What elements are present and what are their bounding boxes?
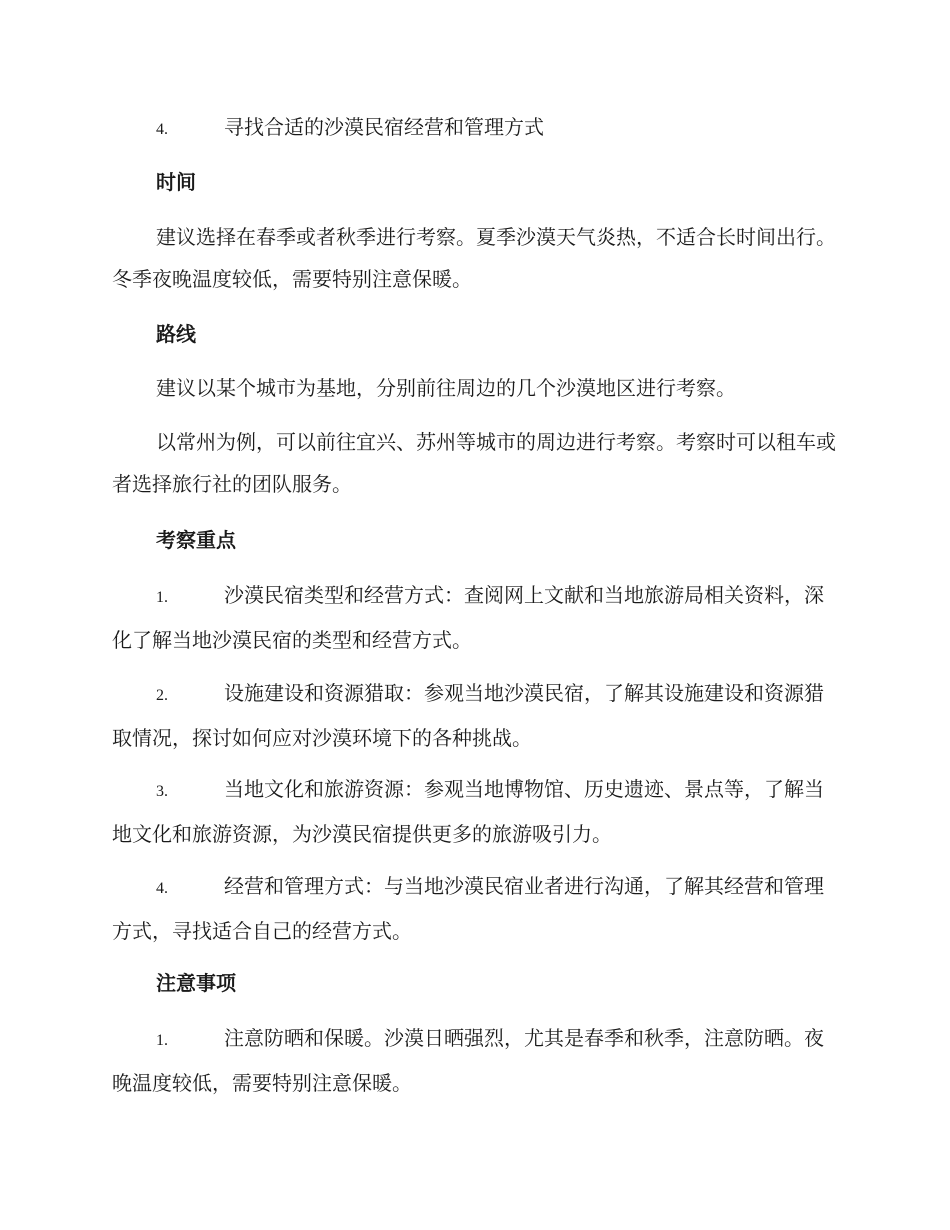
- heading-focus: 考察重点: [156, 528, 236, 552]
- paragraph-route-1: 建议以某个城市为基地，分别前往周边的几个沙漠地区进行考察。: [156, 376, 736, 400]
- list-number: 1.: [156, 589, 168, 606]
- list-item-text: 经营和管理方式：与当地沙漠民宿业者进行沟通，了解其经营和管理方式，寻找适合自己的经营方式。: [112, 874, 824, 943]
- list-number: 3.: [156, 783, 168, 800]
- list-item-text: 注意防晒和保暖。沙漠日晒强烈，尤其是春季和秋季，注意防晒。夜晚温度较低，需要特别注意保暖。: [112, 1026, 824, 1095]
- focus-item-3: [112, 768, 837, 855]
- focus-item-1: [112, 574, 837, 661]
- list-item-text: 沙漠民宿类型和经营方式：查阅网上文献和当地旅游局相关资料，深化了解当地沙漠民宿的类型和经营方式。: [112, 583, 824, 652]
- list-number: 4.: [156, 880, 168, 897]
- focus-item-4: [112, 865, 837, 952]
- list-item-4-top: [112, 106, 837, 151]
- list-item-text: 设施建设和资源猎取：参观当地沙漠民宿，了解其设施建设和资源猎取情况，探讨如何应对沙漠环境下的各种挑战。: [112, 681, 824, 750]
- heading-time: 时间: [156, 170, 196, 194]
- list-item-text: 当地文化和旅游资源：参观当地博物馆、历史遗迹、景点等，了解当地文化和旅游资源，为沙漠民宿提供更多的旅游吸引力。: [112, 777, 824, 846]
- list-number: 1.: [156, 1032, 168, 1049]
- list-item-text: 寻找合适的沙漠民宿经营和管理方式: [224, 115, 544, 139]
- heading-notes: 注意事项: [156, 971, 236, 995]
- list-number: 4.: [156, 121, 168, 138]
- paragraph-time: 建议选择在春季或者秋季进行考察。夏季沙漠天气炎热，不适合长时间出行。冬季夜晚温度较低，需要特别注意保暖。: [112, 225, 836, 291]
- focus-item-2: [112, 672, 837, 759]
- notes-item-1: [112, 1017, 837, 1104]
- heading-route: 路线: [156, 322, 196, 346]
- list-number: 2.: [156, 687, 168, 704]
- paragraph-route-2: 以常州为例，可以前往宜兴、苏州等城市的周边进行考察。考察时可以租车或者选择旅行社的团队服务。: [112, 430, 836, 496]
